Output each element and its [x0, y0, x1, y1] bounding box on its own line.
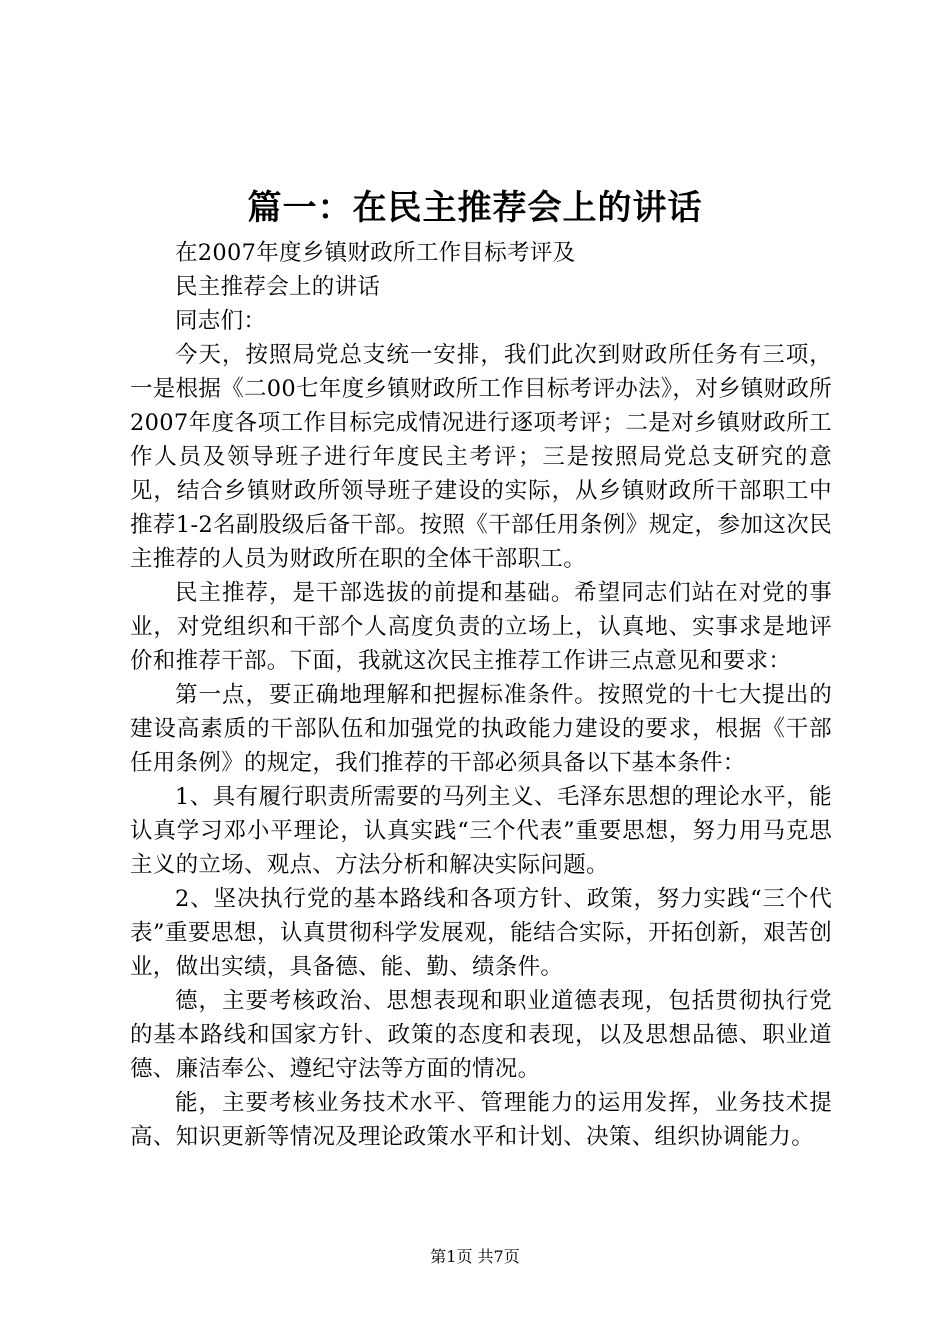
paragraph-point-one: 第一点，要正确地理解和把握标准条件。按照党的十七大提出的建设高素质的干部队伍和加强党的执政能力建设的要求，根据《干部任用条例》的规定，我们推荐的干部必须具备以下基本条件： [130, 682, 832, 776]
document-body [130, 236, 832, 1154]
paragraph-ability: 能，主要考核业务技术水平、管理能力的运用发挥，业务技术提高、知识更新等情况及理论政策水平和计划、决策、组织协调能力。 [130, 1090, 832, 1150]
page-number-footer: 第1页 共7页 [430, 1247, 520, 1266]
document-title: 篇一：在民主推荐会上的讲话 [247, 188, 703, 228]
paragraph-subtitle-line2: 民主推荐会上的讲话 [175, 274, 381, 300]
paragraph-intro: 今天，按照局党总支统一安排，我们此次到财政所任务有三项，一是根据《二00七年度乡镇财政所工作目标考评办法》，对乡镇财政所2007年度各项工作目标完成情况进行逐项考评；二是对乡镇财政所工作人员及领导班子进行年度民主考评；三是按照局党总支研究的意见，结合乡镇财政所领导班子建设的实际，从乡镇财政所干部职工中推荐1-2名副股级后备干部。按照《干部任用条例》规定，参加这次民主推荐的人员为财政所在职的全体干部职工。 [130, 342, 832, 572]
paragraph-democratic-recommendation: 民主推荐，是干部选拔的前提和基础。希望同志们站在对党的事业，对党组织和干部个人高度负责的立场上，认真地、实事求是地评价和推荐干部。下面，我就这次民主推荐工作讲三点意见和要求： [130, 580, 832, 674]
paragraph-condition-2: 2、坚决执行党的基本路线和各项方针、政策，努力实践“三个代表”重要思想，认真贯彻科学发展观，能结合实际，开拓创新，艰苦创业，做出实绩，具备德、能、勤、绩条件。 [130, 886, 832, 980]
paragraph-condition-1: 1、具有履行职责所需要的马列主义、毛泽东思想的理论水平，能认真学习邓小平理论，认真实践“三个代表”重要思想，努力用马克思主义的立场、观点、方法分析和解决实际问题。 [130, 784, 832, 878]
paragraph-subtitle-line1: 在2007年度乡镇财政所工作目标考评及 [175, 240, 576, 266]
paragraph-salutation: 同志们： [175, 308, 267, 334]
paragraph-virtue: 德，主要考核政治、思想表现和职业道德表现，包括贯彻执行党的基本路线和国家方针、政策的态度和表现，以及思想品德、职业道德、廉洁奉公、遵纪守法等方面的情况。 [130, 988, 832, 1082]
